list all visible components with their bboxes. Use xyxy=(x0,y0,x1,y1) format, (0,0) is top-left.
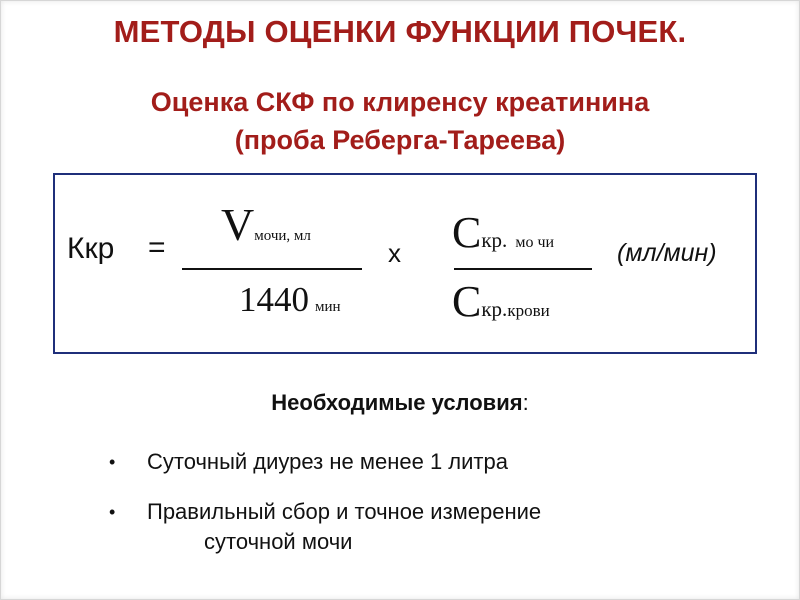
formula-equals: = xyxy=(148,231,166,264)
slide-subtitle-line2: (проба Реберга-Тареева) xyxy=(234,125,566,155)
fraction1-denominator-main: 1440 xyxy=(239,280,309,319)
fraction2-denominator-main: C xyxy=(452,277,482,326)
fraction2-denominator-mid: кр. xyxy=(481,297,508,321)
formula-box xyxy=(53,173,757,354)
bullet-icon: • xyxy=(109,452,116,472)
fraction1-numerator-main: V xyxy=(221,199,255,250)
conditions-heading-colon: : xyxy=(522,390,529,415)
condition-item-text-continued: суточной мочи xyxy=(204,529,353,554)
formula-lhs: Ккр xyxy=(67,232,115,265)
fraction1-numerator-sub: мочи, мл xyxy=(254,228,311,244)
fraction2-denominator xyxy=(452,278,550,335)
bullet-icon: • xyxy=(109,502,116,522)
formula-times: x xyxy=(388,238,401,268)
fraction1-numerator xyxy=(221,199,311,262)
fraction1-bar xyxy=(182,268,362,270)
fraction2-numerator-sub: мо чи xyxy=(515,234,555,251)
fraction2-numerator-main: C xyxy=(452,208,482,257)
conditions-heading xyxy=(0,390,800,416)
conditions-heading-text: Необходимые условия xyxy=(271,390,523,415)
slide-title: МЕТОДЫ ОЦЕНКИ ФУНКЦИИ ПОЧЕК. xyxy=(113,14,687,49)
fraction1-denominator xyxy=(239,280,341,327)
formula-units: (мл/мин) xyxy=(617,239,717,267)
fraction2-numerator-mid: кр. xyxy=(481,228,508,252)
slide-subtitle-line1: Оценка СКФ по клиренсу креатинина xyxy=(150,87,650,117)
condition-item-text: Правильный сбор и точное измерение xyxy=(147,499,542,524)
fraction2-denominator-sub: крови xyxy=(507,301,550,320)
fraction2-bar xyxy=(454,268,592,270)
fraction2-numerator xyxy=(452,209,554,267)
fraction1-denominator-sub: мин xyxy=(315,299,341,315)
condition-item-text: Суточный диурез не менее 1 литра xyxy=(147,449,508,474)
